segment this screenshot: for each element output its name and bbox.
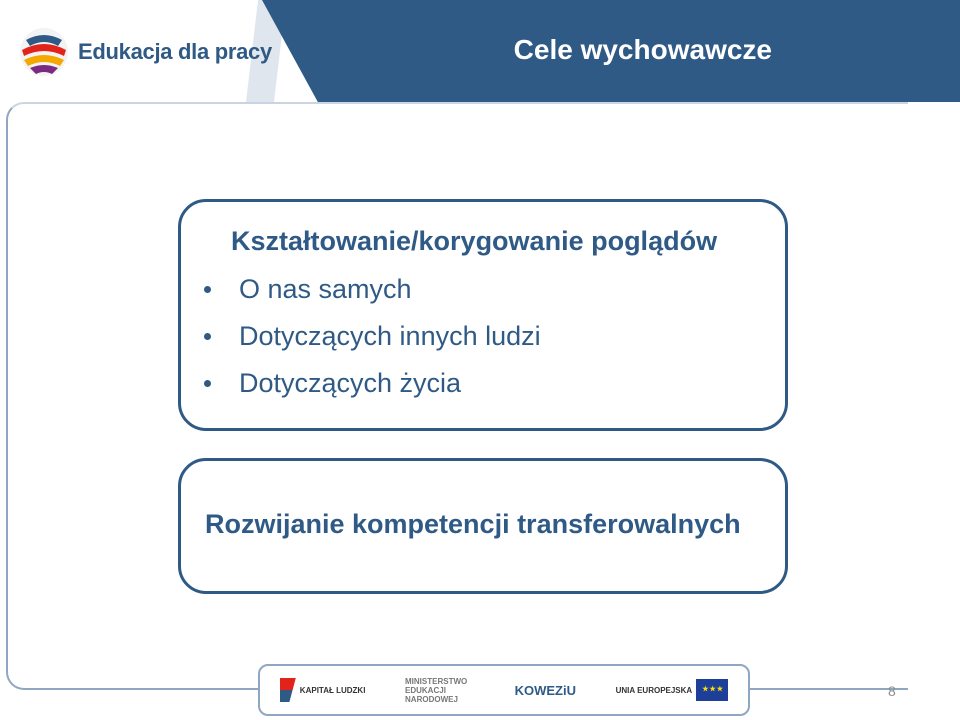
views-heading: Kształtowanie/korygowanie poglądów [231, 226, 718, 256]
bullet-item [201, 368, 541, 415]
ministerstwo-logo [405, 677, 475, 704]
kapital-ludzki-logo [280, 678, 366, 702]
bullet-dot-icon [204, 380, 211, 387]
edukacja-logo [18, 24, 272, 80]
unia-europejska-text: UNIA EUROPEJSKA [615, 685, 693, 695]
bullet-text: O nas samych [239, 274, 412, 304]
views-bullet-list [201, 274, 541, 415]
bullet-item [201, 321, 541, 368]
unia-europejska-logo [616, 679, 729, 701]
edukacja-logo-icon [18, 26, 70, 78]
logo-text: Edukacja dla pracy [78, 39, 272, 64]
bullet-item [201, 274, 541, 321]
ministerstwo-text: MINISTERSTWO EDUKACJI NARODOWEJ [405, 676, 468, 704]
koweziu-logo [515, 683, 576, 698]
bullet-text: Dotyczących innych ludzi [239, 321, 541, 351]
views-box [178, 199, 788, 431]
page-number: 8 [888, 683, 896, 699]
koweziu-text: KOWEZiU [514, 682, 576, 698]
slide-title: Cele wychowawcze [513, 34, 772, 65]
bullet-dot-icon [204, 333, 211, 340]
kapital-ludzki-icon [280, 678, 296, 702]
bullet-dot-icon [204, 286, 211, 293]
eu-flag-icon [696, 679, 728, 701]
kapital-ludzki-text: KAPITAŁ LUDZKI [299, 685, 366, 695]
footer-logo-bar [258, 664, 750, 716]
competencies-box [178, 458, 788, 594]
bullet-text: Dotyczących życia [239, 368, 462, 398]
competencies-heading: Rozwijanie kompetencji transferowalnych [205, 509, 741, 539]
